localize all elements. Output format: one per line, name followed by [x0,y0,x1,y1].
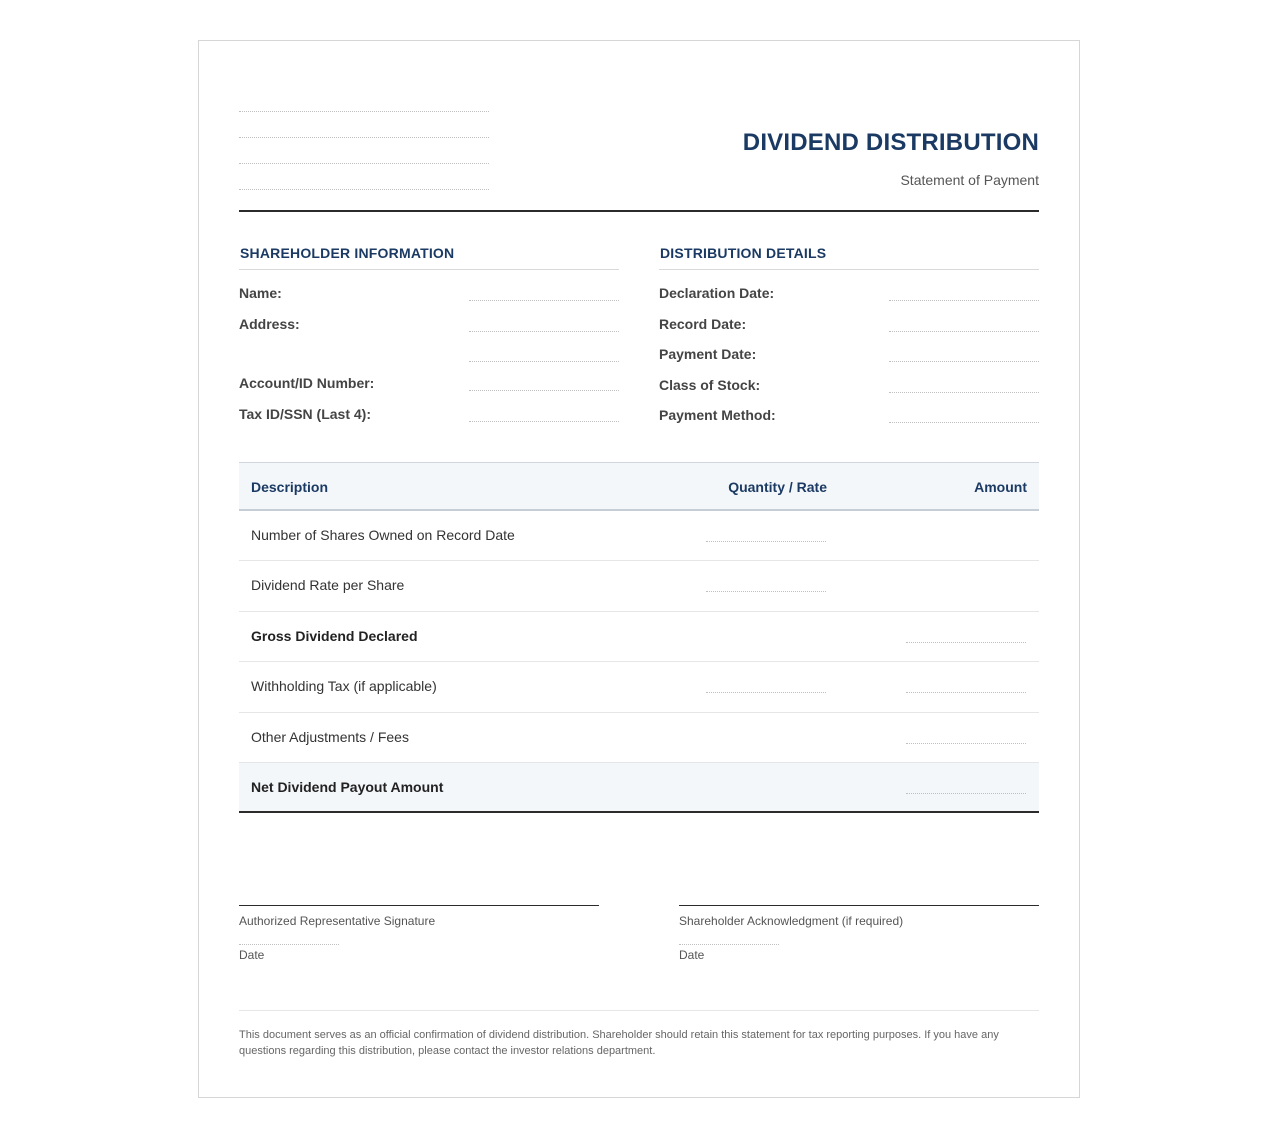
field-label: Tax ID/SSN (Last 4): [239,406,371,422]
field-label: Class of Stock: [659,377,761,393]
field-label: Account/ID Number: [239,375,375,391]
row-description: Number of Shares Owned on Record Date [251,527,515,543]
column-header-quantity-rate: Quantity / Rate [728,479,827,495]
column-header-amount: Amount [974,479,1027,495]
quantity-blank[interactable] [706,541,826,542]
withholding-rate-blank[interactable] [706,692,826,693]
footer-divider [239,1010,1039,1011]
signature-line[interactable] [679,905,1039,906]
table-row [239,612,1039,662]
signature-label: Shareholder Acknowledgment (if required) [679,914,904,928]
table-row [239,713,1039,763]
class-of-stock-blank[interactable] [889,392,1039,393]
representative-signature-block [239,905,599,962]
table-row [239,511,1039,561]
table-total-row [239,763,1039,813]
header-divider [239,210,1039,212]
row-description: Gross Dividend Declared [251,627,418,644]
table-row [239,662,1039,712]
rate-blank[interactable] [706,591,826,592]
payment-method-field [659,407,1039,427]
field-label: Address: [239,316,300,332]
row-description: Dividend Rate per Share [251,577,405,594]
field-label: Payment Method: [659,407,776,423]
tax-id-field [239,406,619,426]
address-line2-blank[interactable] [469,361,619,362]
company-line-blank[interactable] [239,112,489,138]
address-field [239,316,619,336]
adjustments-amount-blank[interactable] [906,743,1026,744]
date-label: Date [239,948,265,962]
payment-date-field [659,346,1039,366]
row-description: Net Dividend Payout Amount [251,778,444,795]
name-blank[interactable] [469,300,619,301]
company-info-blanks [239,111,489,190]
declaration-date-field [659,285,1039,305]
declaration-date-blank[interactable] [889,300,1039,301]
table-row [239,561,1039,611]
gross-amount-blank[interactable] [906,642,1026,643]
address-line2-field [239,346,619,366]
address-blank[interactable] [469,331,619,332]
payment-date-blank[interactable] [889,361,1039,362]
account-id-blank[interactable] [469,390,619,391]
tax-id-blank[interactable] [469,421,619,422]
footer-note: This document serves as an official confirmation of dividend distribution. Shareholder should retain this statement for tax reporting purposes. If you have any questions regarding this distribution, please contact the investor relations department. [239,1029,999,1057]
shareholder-signature-block [679,905,1039,962]
date-blank[interactable] [679,944,779,945]
payment-method-blank[interactable] [889,422,1039,423]
row-description: Other Adjustments / Fees [251,728,409,745]
section-title: SHAREHOLDER INFORMATION [239,245,619,270]
document-title: DIVIDEND DISTRIBUTION [742,129,1039,156]
field-label: Declaration Date: [659,285,775,301]
record-date-field [659,316,1039,336]
column-header-description: Description [251,479,329,495]
withholding-amount-blank[interactable] [906,692,1026,693]
document-subtitle: Statement of Payment [900,172,1039,188]
field-label: Name: [239,285,282,301]
field-label: Payment Date: [659,346,757,362]
table-header [239,462,1039,511]
class-of-stock-field [659,377,1039,397]
field-label: Record Date: [659,316,747,332]
date-blank[interactable] [239,944,339,945]
shareholder-section [239,245,619,422]
row-description: Withholding Tax (if applicable) [251,678,437,695]
account-id-field [239,375,619,395]
net-amount-blank[interactable] [906,793,1026,794]
signature-label: Authorized Representative Signature [239,914,436,928]
document-page [198,40,1080,1098]
section-title: DISTRIBUTION DETAILS [659,245,1039,270]
signature-line[interactable] [239,905,599,906]
dividend-table [239,462,1039,813]
record-date-blank[interactable] [889,331,1039,332]
distribution-section [659,245,1039,423]
date-label: Date [679,948,705,962]
company-line-blank[interactable] [239,138,489,164]
company-line-blank[interactable] [239,164,489,190]
name-field [239,285,619,305]
